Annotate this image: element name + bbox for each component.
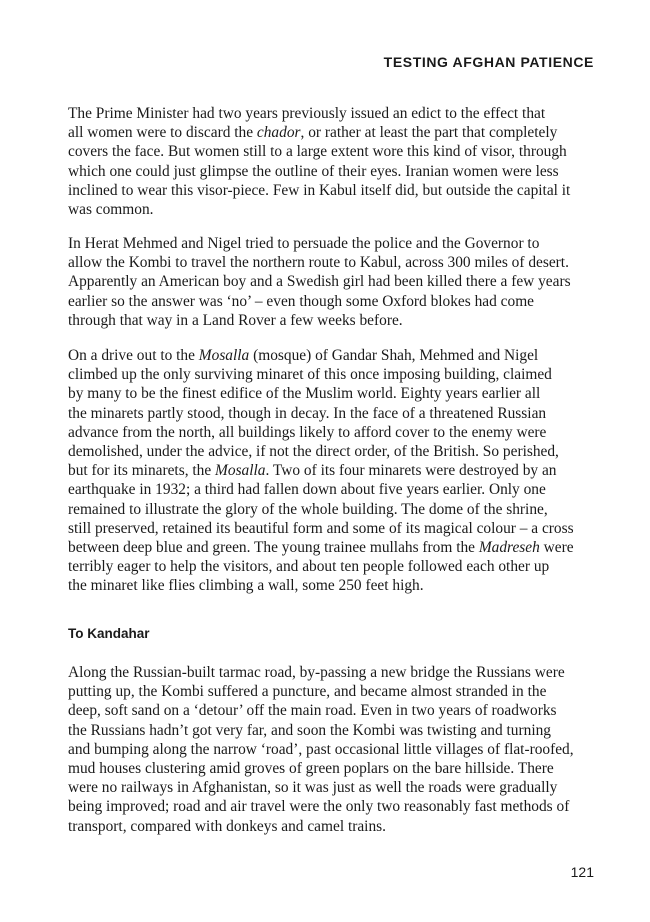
paragraph <box>68 346 593 596</box>
text-line <box>68 234 593 253</box>
italic-term: chador <box>256 124 301 142</box>
text-line <box>68 461 593 480</box>
text-run: The Prime Minister had two years previously issued an edict to the effect that <box>68 105 546 122</box>
text-run: climbed up the only surviving minaret of this once imposing building, claimed <box>68 366 552 384</box>
italic-term: Madreseh <box>478 539 540 557</box>
text-line <box>68 162 593 181</box>
text-run: Apparently an American boy and a Swedish girl had been killed there a few years <box>68 273 571 291</box>
page-number: 121 <box>570 864 594 880</box>
text-line <box>68 663 593 682</box>
text-run: were <box>539 539 574 557</box>
text-run: all women were to discard the <box>68 124 257 142</box>
text-line <box>68 557 593 576</box>
text-run: (mosque) of Gandar Shah, Mehmed and Nigel <box>249 347 539 364</box>
text-line <box>68 759 593 778</box>
text-line <box>68 500 593 519</box>
text-line <box>68 384 593 403</box>
text-run: the minarets partly stood, though in decay. In the face of a threatened Russian <box>68 404 547 422</box>
text-line <box>68 576 593 595</box>
text-run: still preserved, retained its beautiful form and some of its magical colour – a cross <box>68 519 574 537</box>
running-head: TESTING AFGHAN PATIENCE <box>383 54 594 70</box>
text-line <box>68 797 593 816</box>
text-line <box>68 817 593 836</box>
text-line <box>68 123 593 142</box>
text-line <box>68 442 593 461</box>
text-run: deep, soft sand on a ‘detour’ off the main road. Even in two years of roadworks <box>68 702 557 720</box>
text-run: earlier so the answer was ‘no’ – even though some Oxford blokes had come <box>68 292 534 310</box>
text-run: inclined to wear this visor-piece. Few in Kabul itself did, but outside the capital it <box>68 181 571 199</box>
section-heading: To Kandahar <box>68 626 150 641</box>
text-run: the minaret like flies climbing a wall, some 250 feet high. <box>68 577 424 595</box>
text-run: through that way in a Land Rover a few weeks before. <box>68 311 403 329</box>
text-run: between deep blue and green. The young trainee mullahs from the <box>68 539 479 557</box>
paragraph <box>68 234 593 330</box>
text-run: In Herat Mehmed and Nigel tried to persuade the police and the Governor to <box>68 235 540 252</box>
text-line <box>68 346 593 365</box>
text-line <box>68 292 593 311</box>
text-run: but for its minarets, the <box>68 462 216 480</box>
text-run: demolished, under the advice, if not the direct order, of the British. So perished, <box>68 443 559 461</box>
text-line <box>68 519 593 538</box>
text-line <box>68 404 593 423</box>
text-run: the Russians hadn’t got very far, and soon the Kombi was twisting and turning <box>68 721 551 739</box>
text-line <box>68 181 593 200</box>
text-run: was common. <box>68 201 154 219</box>
text-run: by many to be the finest edifice of the Muslim world. Eighty years earlier all <box>68 385 541 403</box>
text-run: On a drive out to the <box>68 347 199 364</box>
text-run: mud houses clustering amid groves of green poplars on the bare hillside. There <box>68 760 554 778</box>
text-line <box>68 701 593 720</box>
text-line <box>68 311 593 330</box>
text-run: earthquake in 1932; a third had fallen down about five years earlier. Only one <box>68 481 546 499</box>
text-line <box>68 142 593 161</box>
text-line <box>68 740 593 759</box>
italic-term: Mosalla <box>215 462 266 480</box>
text-line <box>68 253 593 272</box>
text-run: remained to illustrate the glory of the whole building. The dome of the shrine, <box>68 500 548 518</box>
text-run: . Two of its four minarets were destroyed by an <box>265 462 557 480</box>
text-run: Along the Russian-built tarmac road, by-passing a new bridge the Russians were <box>68 664 565 681</box>
text-line <box>68 778 593 797</box>
text-run: which one could just glimpse the outline of their eyes. Iranian women were less <box>68 162 559 180</box>
text-line <box>68 480 593 499</box>
paragraph <box>68 663 593 836</box>
text-line <box>68 721 593 740</box>
text-run: putting up, the Kombi suffered a puncture, and became almost stranded in the <box>68 683 547 701</box>
text-line <box>68 200 593 219</box>
text-run: were no railways in Afghanistan, so it was just as well the roads were gradually <box>68 779 558 797</box>
text-line <box>68 365 593 384</box>
text-line <box>68 682 593 701</box>
text-run: and bumping along the narrow ‘road’, past occasional little villages of flat-roofed, <box>68 740 574 758</box>
text-line <box>68 423 593 442</box>
text-run: advance from the north, all buildings likely to afford cover to the enemy were <box>68 423 547 441</box>
paragraph <box>68 104 593 219</box>
text-line <box>68 104 593 123</box>
text-run: being improved; road and air travel were the only two reasonably fast methods of <box>68 798 570 816</box>
text-run: covers the face. But women still to a large extent wore this kind of visor, through <box>68 143 567 161</box>
text-run: allow the Kombi to travel the northern route to Kabul, across 300 miles of desert. <box>68 254 569 272</box>
text-line <box>68 538 593 557</box>
text-run: transport, compared with donkeys and camel trains. <box>68 817 386 835</box>
text-line <box>68 272 593 291</box>
text-run: , or rather at least the part that completely <box>300 124 558 142</box>
text-run: terribly eager to help the visitors, and about ten people followed each other up <box>68 558 550 576</box>
italic-term: Mosalla <box>198 347 250 364</box>
